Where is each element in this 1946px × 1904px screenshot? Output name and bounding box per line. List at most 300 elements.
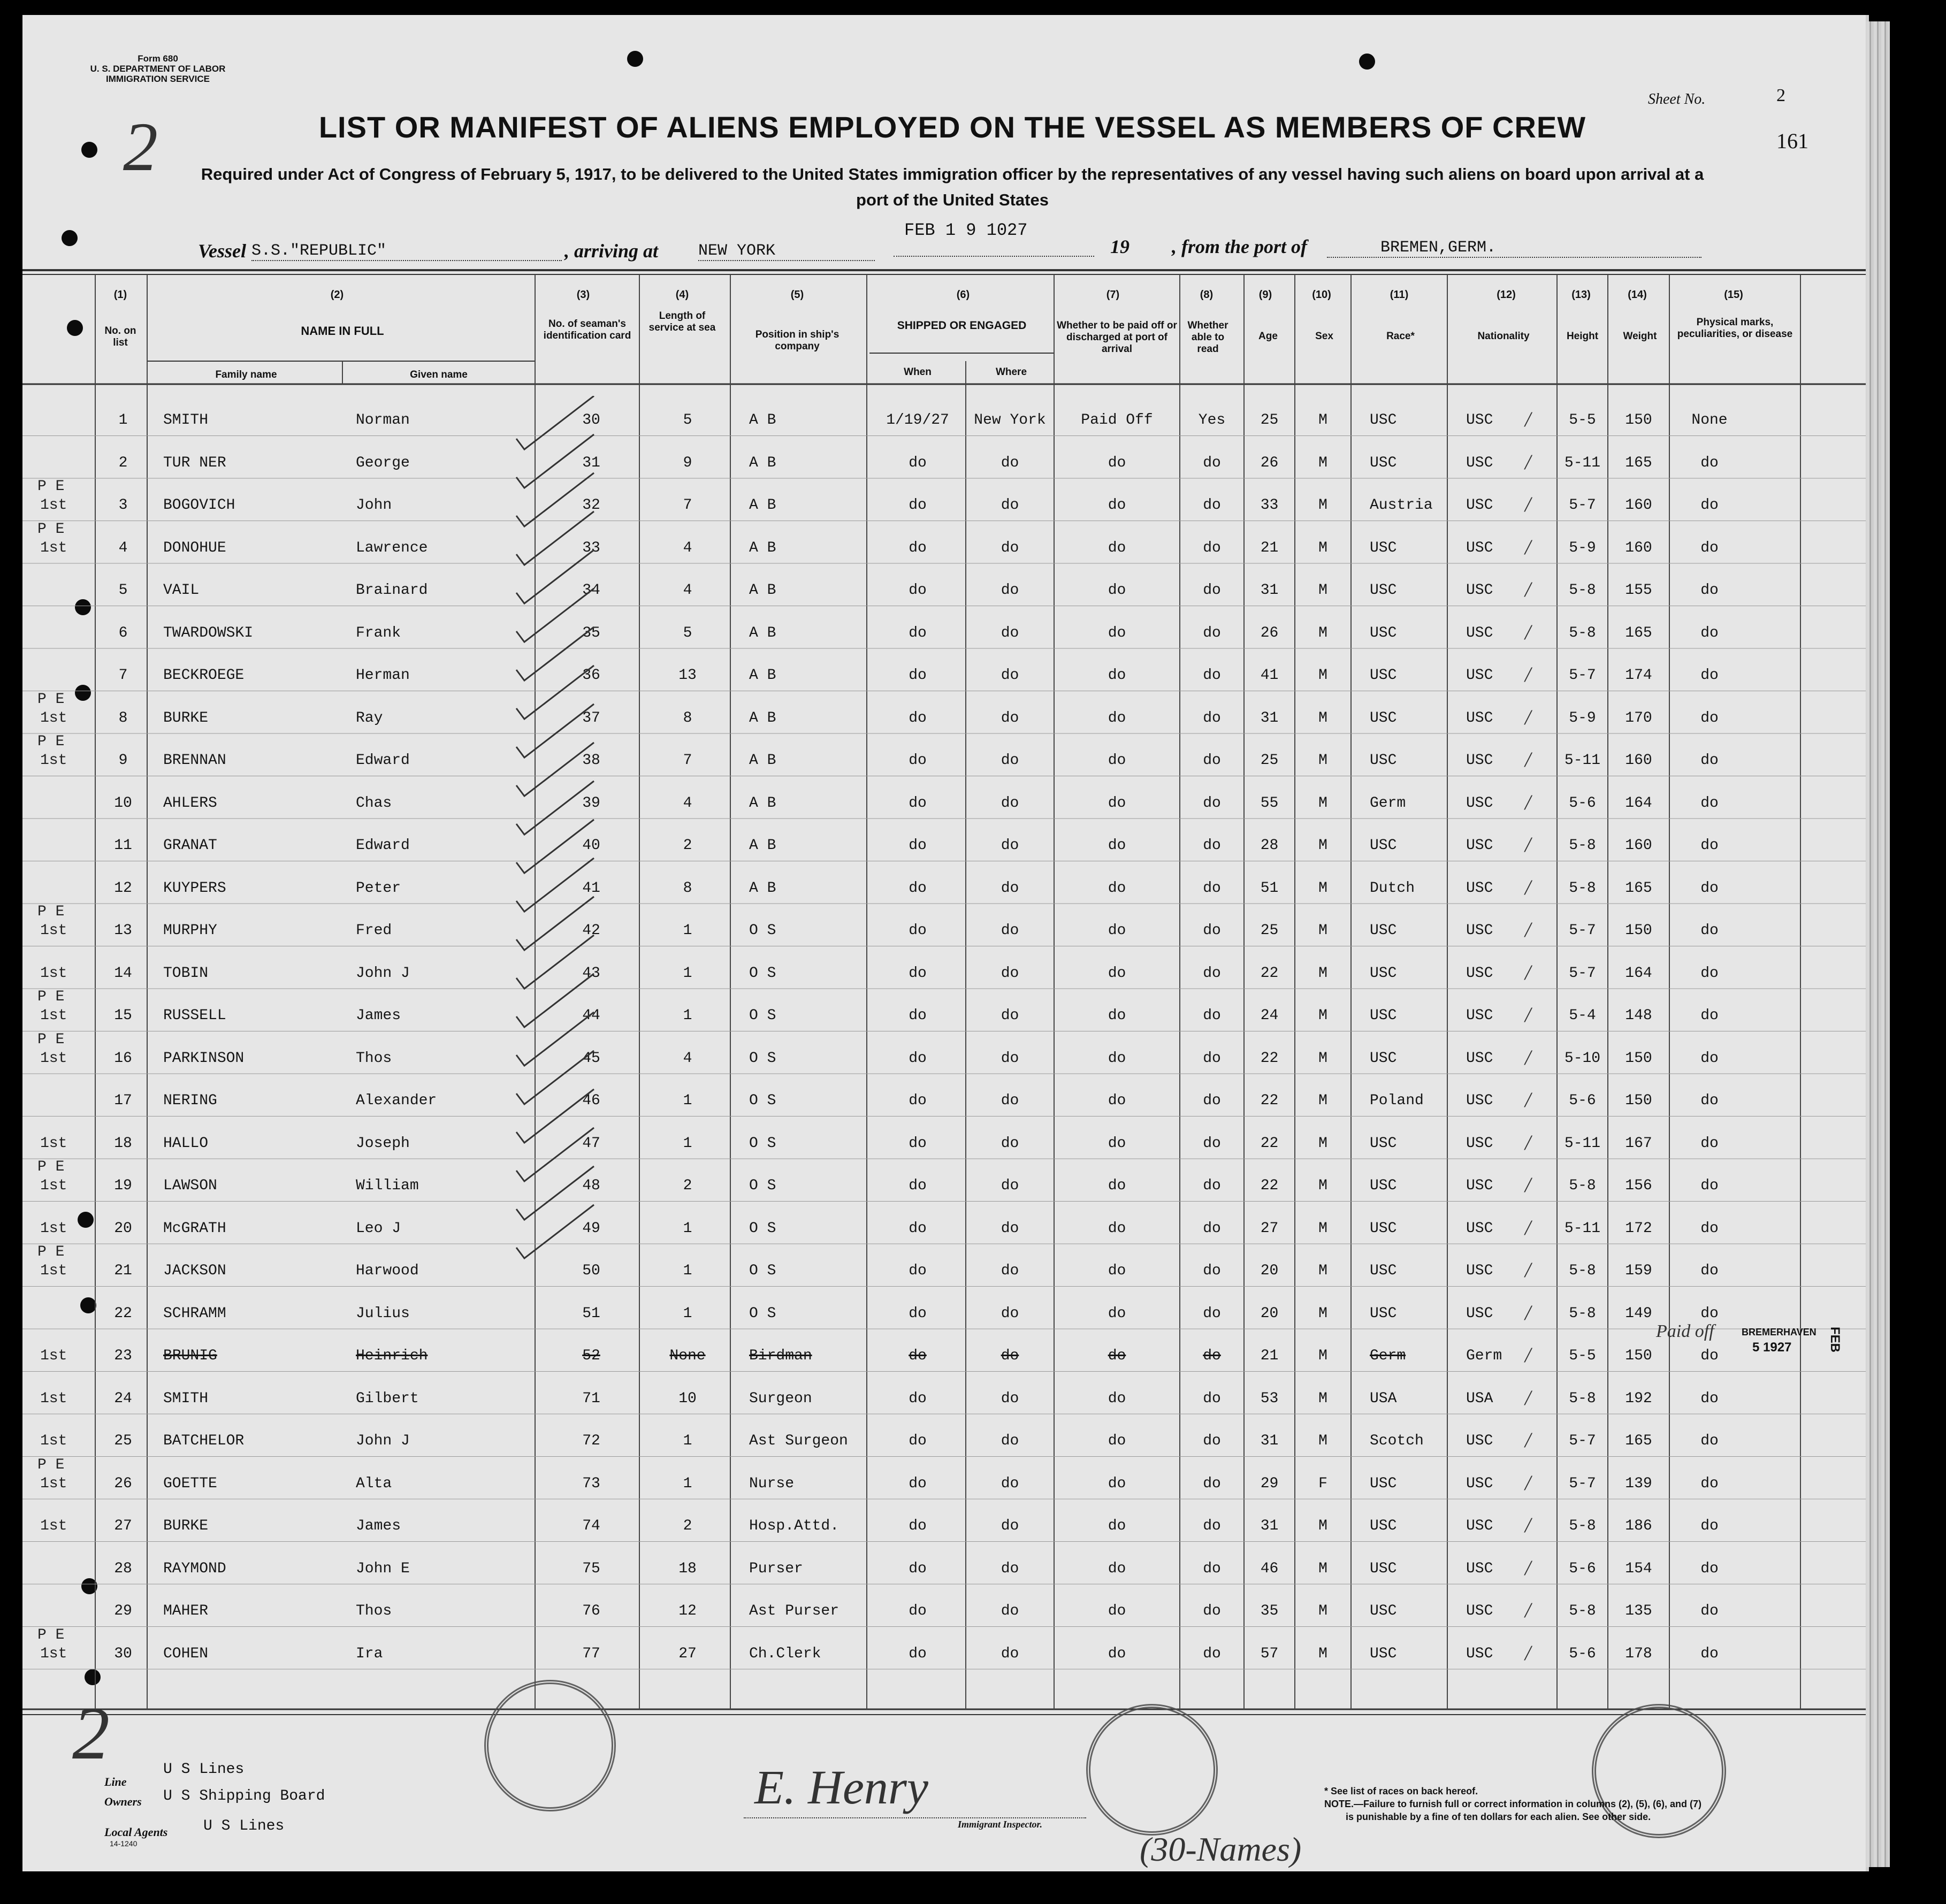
colnum-14: (14): [1628, 289, 1647, 301]
check-mark-icon: /: [1525, 449, 1531, 474]
cell-phys: do: [1700, 667, 1719, 684]
cell-sex: M: [1318, 1220, 1327, 1237]
from-port: BREMEN,GERM.: [1327, 239, 1701, 258]
note-penalty-cont: is punishable by a fine of ten dollars for each alien. See other side.: [1346, 1811, 1651, 1822]
colnum-4: (4): [675, 289, 689, 301]
cell-sex: M: [1318, 624, 1327, 641]
colnum-2: (2): [330, 289, 344, 301]
cell-sex: M: [1318, 837, 1327, 854]
cell-read: do: [1203, 1603, 1221, 1619]
check-mark-icon: /: [1525, 1130, 1531, 1154]
cell-age: 22: [1260, 965, 1279, 982]
cell-card: 71: [582, 1390, 600, 1407]
cell-race: USC: [1370, 1050, 1397, 1067]
first-class-mark: 1st: [40, 922, 67, 939]
cell-phys: do: [1700, 794, 1719, 812]
cell-family: AHLERS: [163, 794, 217, 812]
cell-card: 47: [582, 1135, 600, 1152]
cell-weight: 174: [1625, 667, 1652, 684]
cell-position: O S: [749, 1220, 776, 1237]
cell-read: do: [1203, 1177, 1221, 1194]
check-mark-icon: /: [1525, 1045, 1531, 1069]
cell-paid: do: [1108, 880, 1126, 897]
colnum-1: (1): [113, 289, 127, 301]
colnum-5: (5): [790, 289, 804, 301]
tally-tick: [516, 550, 594, 603]
cell-paid: Paid Off: [1081, 412, 1153, 429]
cell-where: do: [1001, 880, 1019, 897]
colnum-15: (15): [1724, 289, 1743, 301]
cell-service: 2: [683, 1177, 692, 1194]
cell-paid: do: [1108, 1263, 1126, 1279]
colnum-8: (8): [1200, 289, 1214, 301]
cell-weight: 156: [1625, 1177, 1652, 1194]
cell-no: 9: [118, 752, 128, 769]
cell-weight: 165: [1625, 454, 1652, 471]
cell-when: do: [909, 1603, 927, 1619]
footer-notes: [1324, 1785, 1817, 1823]
arriving-label: , arriving at: [564, 240, 659, 262]
cell-given: Edward: [356, 752, 410, 769]
colnum-3: (3): [576, 289, 590, 301]
cell-read: do: [1203, 709, 1221, 727]
cell-phys: do: [1700, 1050, 1719, 1067]
cell-given: George: [356, 454, 410, 471]
cell-race: USC: [1370, 922, 1397, 939]
cell-when: do: [909, 1560, 927, 1577]
subtitle-line-1: Required under Act of Congress of February 5, 1917, to be delivered to the United States immigration officer by the representatives of any vessel having such aliens on board upon arrival at a: [201, 165, 1704, 183]
pe-mark: P E: [37, 904, 65, 920]
cell-service: None: [669, 1348, 706, 1364]
header-family-name: Family name: [215, 369, 277, 380]
cell-read: do: [1203, 1135, 1221, 1152]
cell-phys: do: [1700, 1135, 1719, 1152]
cell-service: 27: [678, 1645, 697, 1662]
cell-read: do: [1203, 1220, 1221, 1237]
cell-nat: Germ: [1466, 1348, 1502, 1364]
cell-race: USC: [1370, 752, 1397, 769]
cell-position: A B: [749, 880, 776, 897]
check-mark-icon: /: [1525, 407, 1531, 431]
cell-sex: M: [1318, 965, 1327, 982]
check-mark-icon: /: [1525, 1258, 1531, 1282]
cell-weight: 160: [1625, 497, 1652, 514]
cell-paid: do: [1108, 1433, 1126, 1449]
cell-family: McGRATH: [163, 1220, 226, 1237]
check-mark-icon: /: [1525, 875, 1531, 899]
cell-nat: USC: [1466, 752, 1493, 769]
cell-phys: do: [1700, 454, 1719, 471]
first-class-mark: 1st: [40, 709, 67, 727]
cell-position: O S: [749, 1050, 776, 1067]
cell-weight: 165: [1625, 624, 1652, 641]
cell-where: do: [1001, 1220, 1019, 1237]
cell-given: Edward: [356, 837, 410, 854]
cell-no: 19: [114, 1177, 132, 1194]
cell-where: do: [1001, 624, 1019, 641]
cell-service: 2: [683, 1518, 692, 1534]
cell-sex: M: [1318, 794, 1327, 812]
check-mark-icon: /: [1525, 960, 1531, 984]
cell-sex: M: [1318, 582, 1327, 599]
cell-service: 7: [683, 752, 692, 769]
cell-weight: 165: [1625, 1433, 1652, 1449]
cell-weight: 159: [1625, 1263, 1652, 1279]
cell-card: 40: [582, 837, 600, 854]
cell-paid: do: [1108, 539, 1126, 556]
cell-where: do: [1001, 1645, 1019, 1662]
cell-age: 51: [1260, 880, 1279, 897]
cell-family: TWARDOWSKI: [163, 624, 254, 641]
cell-service: 5: [683, 624, 692, 641]
cell-no: 26: [114, 1475, 132, 1492]
page-number: 161: [1776, 129, 1808, 153]
cell-nat: USC: [1466, 1050, 1493, 1067]
cell-family: NERING: [163, 1092, 217, 1109]
check-mark-icon: /: [1525, 620, 1531, 644]
cell-family: SCHRAMM: [163, 1305, 226, 1322]
cell-position: Birdman: [749, 1348, 812, 1364]
header-weight: Weight: [1623, 331, 1657, 342]
cell-sex: M: [1318, 667, 1327, 684]
cell-weight: 164: [1625, 794, 1652, 812]
service-name: IMMIGRATION SERVICE: [106, 74, 210, 84]
cell-where: do: [1001, 922, 1019, 939]
cell-read: do: [1203, 1390, 1221, 1407]
cell-height: 5-7: [1569, 1433, 1596, 1449]
cell-position: A B: [749, 412, 776, 429]
cell-age: 35: [1260, 1603, 1279, 1619]
cell-race: Poland: [1370, 1092, 1424, 1109]
cell-position: O S: [749, 1263, 776, 1279]
cell-card: 32: [582, 497, 600, 514]
cell-paid: do: [1108, 1305, 1126, 1322]
cell-position: A B: [749, 539, 776, 556]
cell-card: 41: [582, 880, 600, 897]
cell-card: 36: [582, 667, 600, 684]
header-race: Race*: [1386, 331, 1415, 342]
cell-height: 5-8: [1569, 624, 1596, 641]
cell-card: 75: [582, 1560, 600, 1577]
first-class-mark: 1st: [40, 1263, 67, 1279]
pe-mark: P E: [37, 478, 65, 495]
cell-when: do: [909, 1263, 927, 1279]
cell-read: do: [1203, 1007, 1221, 1024]
cell-when: do: [909, 709, 927, 727]
cell-sex: F: [1318, 1475, 1327, 1492]
header-given-name: Given name: [410, 369, 468, 380]
cell-weight: 150: [1625, 1050, 1652, 1067]
colnum-9: (9): [1258, 289, 1272, 301]
cell-no: 10: [114, 794, 132, 812]
cell-card: 72: [582, 1433, 600, 1449]
cell-service: 8: [683, 880, 692, 897]
cell-height: 5-9: [1569, 539, 1596, 556]
cell-read: do: [1203, 1518, 1221, 1534]
tally-marks: [514, 396, 653, 1305]
cell-service: 1: [683, 1475, 692, 1492]
cell-given: Lawrence: [356, 539, 428, 556]
cell-age: 53: [1260, 1390, 1279, 1407]
pe-mark: P E: [37, 733, 65, 750]
cell-no: 27: [114, 1518, 132, 1534]
cell-sex: M: [1318, 1390, 1327, 1407]
port-stamp-month: FEB: [1828, 1327, 1842, 1352]
cell-service: 9: [683, 454, 692, 471]
cell-given: John: [356, 497, 392, 514]
cell-where: do: [1001, 837, 1019, 854]
cell-service: 1: [683, 1263, 692, 1279]
cell-when: do: [909, 752, 927, 769]
tally-tick: [516, 627, 594, 680]
cell-given: John J: [356, 965, 410, 982]
cell-paid: do: [1108, 1560, 1126, 1577]
cell-race: USC: [1370, 1135, 1397, 1152]
check-mark-icon: /: [1525, 577, 1531, 601]
cell-position: A B: [749, 497, 776, 514]
cell-position: O S: [749, 1092, 776, 1109]
header-where: Where: [995, 366, 1027, 378]
check-mark-icon: /: [1525, 1343, 1531, 1367]
port-stamp-place: BREMERHAVEN: [1742, 1327, 1817, 1337]
margin-handwritten-mark: 2: [72, 1692, 110, 1775]
cell-position: O S: [749, 1177, 776, 1194]
cell-position: O S: [749, 965, 776, 982]
consulate-seal: [1086, 1704, 1218, 1836]
cell-paid: do: [1108, 1603, 1126, 1619]
cell-given: Thos: [356, 1050, 392, 1067]
cell-when: do: [909, 667, 927, 684]
names-count-annotation: (30-Names): [1140, 1830, 1302, 1868]
cell-position: O S: [749, 922, 776, 939]
cell-nat: USC: [1466, 1135, 1493, 1152]
check-mark-icon: /: [1525, 1598, 1531, 1622]
cell-when: do: [909, 539, 927, 556]
cell-read: do: [1203, 752, 1221, 769]
cell-position: Ast Surgeon: [749, 1433, 848, 1449]
cell-when: do: [909, 454, 927, 471]
cell-phys: do: [1700, 1603, 1719, 1619]
tally-tick: [516, 1166, 594, 1220]
first-class-mark: 1st: [40, 1433, 67, 1449]
cell-nat: USC: [1466, 965, 1493, 982]
port-stamp-date: 5 1927: [1752, 1340, 1792, 1355]
cell-no: 12: [114, 880, 132, 897]
cell-given: Alta: [356, 1475, 392, 1492]
cell-race: USC: [1370, 1603, 1397, 1619]
cell-service: 1: [683, 1305, 692, 1322]
check-mark-icon: /: [1525, 1555, 1531, 1580]
cell-paid: do: [1108, 1645, 1126, 1662]
tally-tick: [516, 820, 594, 873]
cell-card: 48: [582, 1177, 600, 1194]
check-mark-icon: /: [1525, 662, 1531, 686]
cell-no: 17: [114, 1092, 132, 1109]
cell-race: Dutch: [1370, 880, 1415, 897]
cell-given: Herman: [356, 667, 410, 684]
cell-height: 5-7: [1569, 965, 1596, 982]
cell-phys: do: [1700, 965, 1719, 982]
cell-no: 28: [114, 1560, 132, 1577]
cell-when: do: [909, 965, 927, 982]
cell-height: 5-6: [1569, 1560, 1596, 1577]
first-class-mark: 1st: [40, 965, 67, 982]
cell-read: do: [1203, 454, 1221, 471]
cell-age: 24: [1260, 1007, 1279, 1024]
cell-race: Germ: [1370, 1348, 1406, 1364]
cell-no: 4: [118, 539, 128, 556]
cell-read: do: [1203, 880, 1221, 897]
cell-paid: do: [1108, 1050, 1126, 1067]
inspector-signature: E. Henry: [754, 1761, 928, 1814]
first-class-mark: 1st: [40, 1177, 67, 1194]
cell-height: 5-8: [1569, 1263, 1596, 1279]
cell-phys: do: [1700, 1092, 1719, 1109]
cell-no: 18: [114, 1135, 132, 1152]
header-paid-off: Whether to be paid off or discharged at port of arrival: [1057, 320, 1177, 355]
tally-tick: [516, 588, 594, 642]
cell-when: do: [909, 922, 927, 939]
cell-when: do: [909, 1050, 927, 1067]
cell-sex: M: [1318, 497, 1327, 514]
cell-height: 5-7: [1569, 1475, 1596, 1492]
cell-race: USC: [1370, 454, 1397, 471]
cell-age: 26: [1260, 624, 1279, 641]
cell-weight: 160: [1625, 752, 1652, 769]
cell-nat: USA: [1466, 1390, 1493, 1407]
header-when: When: [904, 366, 932, 378]
check-mark-icon: /: [1525, 1513, 1531, 1537]
cell-nat: USC: [1466, 667, 1493, 684]
cell-paid: do: [1108, 624, 1126, 641]
cell-age: 26: [1260, 454, 1279, 471]
cell-nat: USC: [1466, 1220, 1493, 1237]
cell-card: 43: [582, 965, 600, 982]
tally-tick: [516, 511, 594, 565]
cell-where: do: [1001, 1433, 1019, 1449]
pe-mark: P E: [37, 1456, 65, 1473]
cell-position: O S: [749, 1007, 776, 1024]
cell-paid: do: [1108, 582, 1126, 599]
cell-race: Germ: [1370, 794, 1406, 812]
cell-phys: do: [1700, 1645, 1719, 1662]
cell-race: USC: [1370, 1518, 1397, 1534]
cell-weight: 139: [1625, 1475, 1652, 1492]
cell-height: 5-8: [1569, 1390, 1596, 1407]
cell-weight: 165: [1625, 880, 1652, 897]
cell-phys: do: [1700, 1007, 1719, 1024]
cell-where: do: [1001, 1560, 1019, 1577]
cell-position: O S: [749, 1305, 776, 1322]
local-agents-label: Local Agents: [104, 1825, 168, 1839]
header-nationality: Nationality: [1477, 331, 1530, 342]
cell-race: USC: [1370, 837, 1397, 854]
cell-paid: do: [1108, 497, 1126, 514]
form-number: Form 680: [138, 53, 178, 64]
cell-given: Harwood: [356, 1263, 419, 1279]
cell-weight: 160: [1625, 539, 1652, 556]
cell-family: BECKROEGE: [163, 667, 245, 684]
cell-family: SMITH: [163, 1390, 209, 1407]
cell-where: do: [1001, 1348, 1019, 1364]
cell-paid: do: [1108, 1220, 1126, 1237]
tally-tick: [516, 1051, 594, 1104]
cell-read: do: [1203, 1092, 1221, 1109]
tally-tick: [516, 704, 594, 758]
cell-read: do: [1203, 1433, 1221, 1449]
tally-tick: [516, 473, 594, 526]
check-mark-icon: /: [1525, 1640, 1531, 1665]
cell-race: USC: [1370, 1177, 1397, 1194]
check-mark-icon: /: [1525, 790, 1531, 814]
cell-sex: M: [1318, 1433, 1327, 1449]
cell-height: 5-8: [1569, 837, 1596, 854]
cell-family: LAWSON: [163, 1177, 217, 1194]
cell-height: 5-7: [1569, 922, 1596, 939]
first-class-mark: 1st: [40, 1050, 67, 1067]
cell-race: USC: [1370, 965, 1397, 982]
cell-read: do: [1203, 539, 1221, 556]
cell-card: 74: [582, 1518, 600, 1534]
first-class-mark: 1st: [40, 497, 67, 514]
first-class-mark: 1st: [40, 1007, 67, 1024]
header-name-in-full: NAME IN FULL: [301, 324, 384, 338]
cell-race: USC: [1370, 1645, 1397, 1662]
cell-service: 18: [678, 1560, 697, 1577]
cell-age: 31: [1260, 1518, 1279, 1534]
cell-read: do: [1203, 624, 1221, 641]
cell-service: 4: [683, 539, 692, 556]
cell-sex: M: [1318, 880, 1327, 897]
cell-paid: do: [1108, 965, 1126, 982]
cell-age: 55: [1260, 794, 1279, 812]
cell-height: 5-9: [1569, 709, 1596, 727]
cell-family: KUYPERS: [163, 880, 226, 897]
check-mark-icon: /: [1525, 1173, 1531, 1197]
cell-paid: do: [1108, 752, 1126, 769]
cell-race: Austria: [1370, 497, 1433, 514]
cell-service: 1: [683, 922, 692, 939]
cell-sex: M: [1318, 752, 1327, 769]
tally-tick: [516, 666, 594, 719]
tally-tick: [516, 781, 594, 835]
cell-where: do: [1001, 1092, 1019, 1109]
cell-race: USC: [1370, 709, 1397, 727]
cell-card: 35: [582, 624, 600, 641]
cell-phys: do: [1700, 709, 1719, 727]
cell-where: do: [1001, 582, 1019, 599]
cell-given: Peter: [356, 880, 401, 897]
cell-read: do: [1203, 1263, 1221, 1279]
cell-nat: USC: [1466, 837, 1493, 854]
inspector-signature-line: [744, 1817, 1086, 1818]
cell-weight: 160: [1625, 837, 1652, 854]
cell-phys: do: [1700, 497, 1719, 514]
cell-given: Brainard: [356, 582, 428, 599]
cell-service: 4: [683, 582, 692, 599]
cell-position: O S: [749, 1135, 776, 1152]
cell-family: PARKINSON: [163, 1050, 245, 1067]
cell-when: do: [909, 1518, 927, 1534]
cell-card: 51: [582, 1305, 600, 1322]
cell-service: 7: [683, 497, 692, 514]
paid-off-annotation: Paid off: [1656, 1321, 1714, 1341]
cell-age: 22: [1260, 1135, 1279, 1152]
cell-nat: USC: [1466, 1560, 1493, 1577]
cell-service: 5: [683, 412, 692, 429]
cell-family: BURKE: [163, 1518, 209, 1534]
cell-given: Joseph: [356, 1135, 410, 1152]
